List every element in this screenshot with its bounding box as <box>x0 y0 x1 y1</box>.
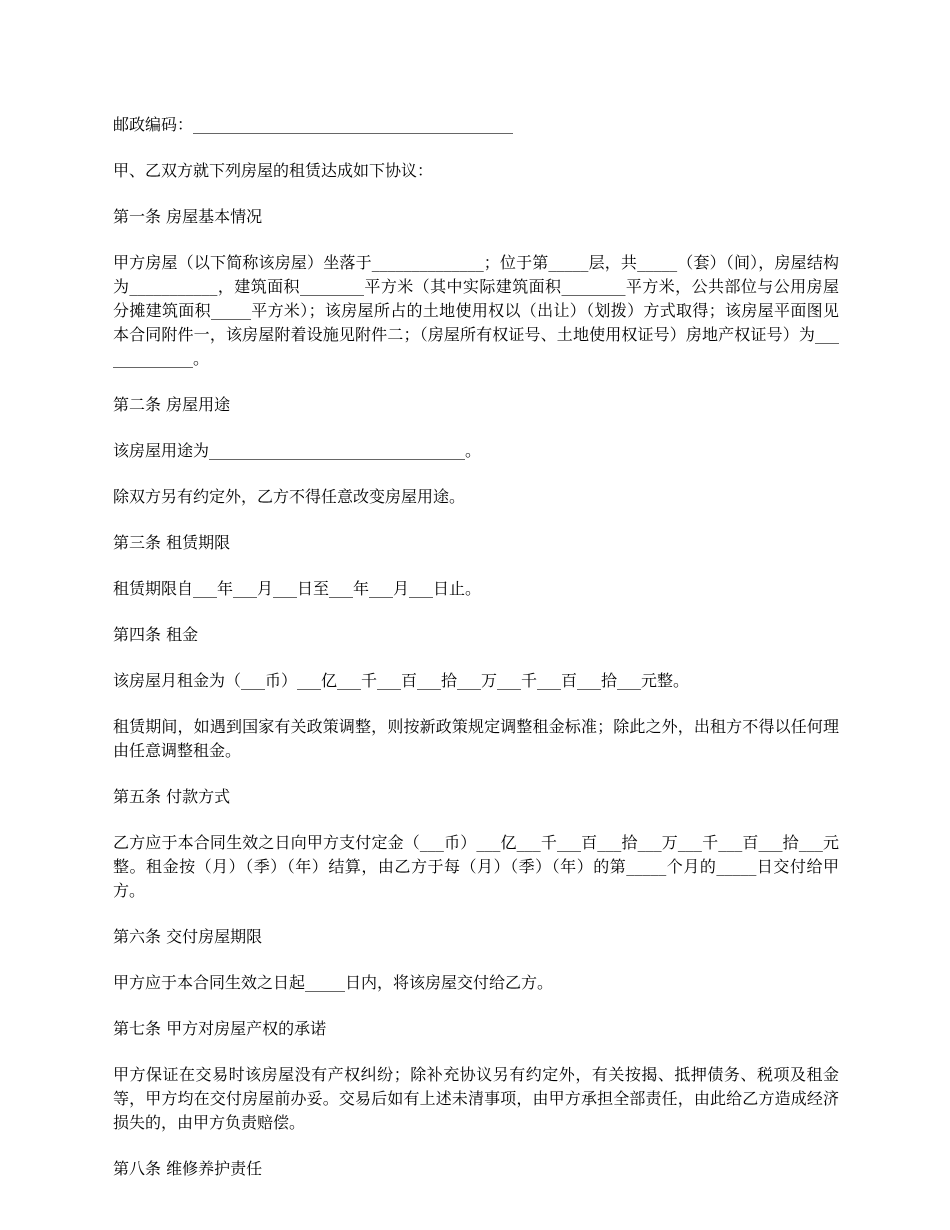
agreement-intro: 甲、乙双方就下列房屋的租赁达成如下协议： <box>113 161 434 180</box>
article-7-body: 甲方保证在交易时该房屋没有产权纠纷；除补充协议另有约定外，有关按揭、抵押债务、税项及租金等，甲方均在交付房屋前办妥。交易后如有上述未清事项，由甲方承担全部责任，由此给乙方造成经济损失的，由甲方负责赔偿。 <box>113 1065 839 1132</box>
article-5-body: 乙方应于本合同生效之日向甲方支付定金（___币）___亿___千___百___拾___万___千___百___拾___元整。租金按（月）（季）（年）结算，由乙方于每（月）（季）（年）的第_____个月的_____日交付给甲方。 <box>113 833 839 900</box>
article-2-body-restriction: 除双方另有约定外，乙方不得任意改变房屋用途。 <box>113 487 466 506</box>
article-6-body: 甲方应于本合同生效之日起_____日内，将该房屋交付给乙方。 <box>113 973 554 992</box>
article-5-heading: 第五条 付款方式 <box>113 787 231 806</box>
article-7-heading: 第七条 甲方对房屋产权的承诺 <box>113 1019 327 1038</box>
article-1-body: 甲方房屋（以下简称该房屋）坐落于______________；位于第_____层，共_____（套）（间），房屋结构为___________，建筑面积________平方米（其中实际建筑面积________平方米，公共部位与公用房屋分摊建筑面积_____平方米）；该房屋所占的土地使用权以（出让）（划拨）方式取得；该房屋平面图见本合同附件一，该房屋附着设施见附件二；（房屋所有权证号、土地使用权证号）房地产权证号）为_____________。 <box>113 253 839 368</box>
article-4-body-rent: 该房屋月租金为（___币）___亿___千___百___拾___万___千___百___拾___元整。 <box>113 671 690 690</box>
article-4-body-adjustment: 租赁期间，如遇到国家有关政策调整，则按新政策规定调整租金标准；除此之外，出租方不得以任何理由任意调整租金。 <box>113 717 839 760</box>
article-3-heading: 第三条 租赁期限 <box>113 533 231 552</box>
article-1-heading: 第一条 房屋基本情况 <box>113 207 263 226</box>
article-4-heading: 第四条 租金 <box>113 625 199 644</box>
article-2-body-usage: 该房屋用途为________________________________。 <box>113 441 482 460</box>
article-3-body: 租赁期限自___年___月___日至___年___月___日止。 <box>113 579 482 598</box>
article-2-heading: 第二条 房屋用途 <box>113 395 231 414</box>
article-6-heading: 第六条 交付房屋期限 <box>113 927 263 946</box>
article-8-heading: 第八条 维修养护责任 <box>113 1159 263 1178</box>
postal-code-line: 邮政编码：________________________________________ <box>113 115 514 134</box>
document-page <box>113 113 839 1203</box>
